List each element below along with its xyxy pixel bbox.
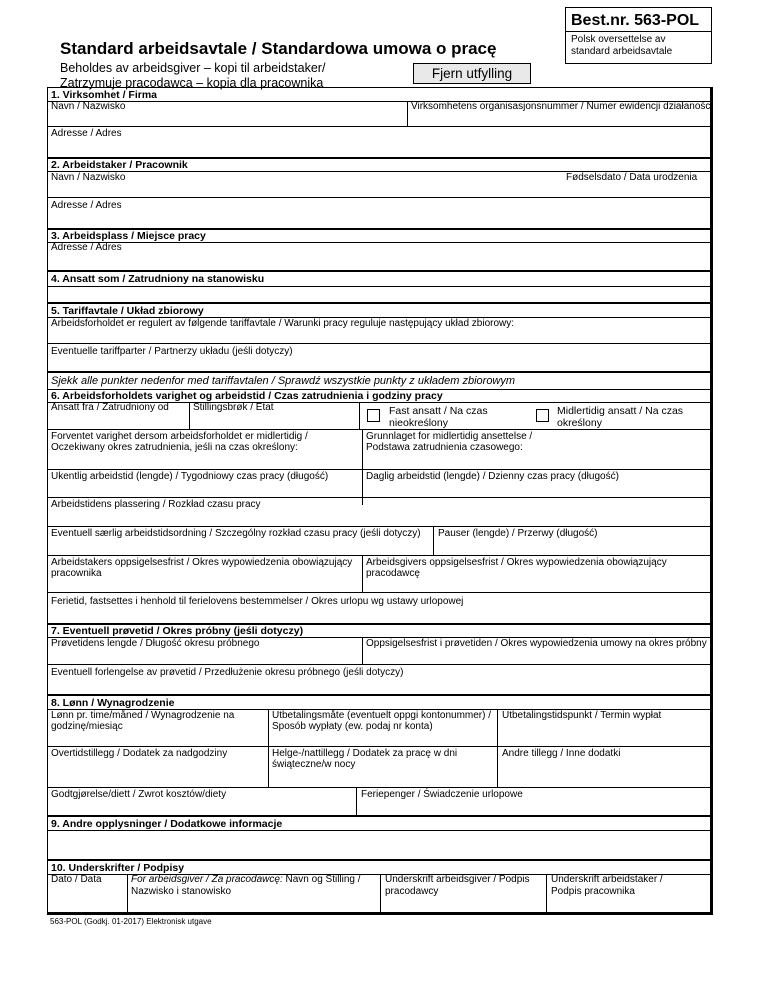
form-subtitle-2: Zatrzymuje pracodawca – kopia dla pracownika <box>60 76 324 90</box>
divider <box>189 402 190 429</box>
divider <box>127 874 128 915</box>
signature-date-label: Dato / Data <box>51 874 102 885</box>
form-subtitle-1: Beholdes av arbeidsgiver – kopi til arbeidstaker/ <box>60 61 326 75</box>
divider <box>47 469 711 470</box>
divider <box>362 637 363 664</box>
divider <box>47 555 711 556</box>
permanent-label-1: Fast ansatt / Na czas <box>389 405 488 417</box>
expected-duration-label-1: Forventet varighet dersom arbeidsforholdet er midlertidig / <box>51 431 308 442</box>
employer-representative-label-1 <box>131 874 361 886</box>
employee-notice-label-1: Arbeidstakers oppsigelsesfrist / Okres wypowiedzenia obowiązujący <box>51 557 353 568</box>
employer-representative-label-2: Nazwisko i stanowisko <box>131 886 232 897</box>
allowance-label: Godtgjørelse/diett / Zwrot kosztów/diety <box>51 789 227 800</box>
employer-for-rest: Navn og Stilling / <box>282 874 361 885</box>
holiday-night-label-2: świąteczne/w nocy <box>272 759 356 770</box>
special-arrangement-label: Eventuell særlig arbeidstidsordning / Szczególny rozkład czasu pracy (jeśli dotyczy) <box>51 528 421 539</box>
order-number-box <box>565 7 712 64</box>
divider <box>362 555 363 592</box>
divider <box>268 709 269 787</box>
expected-duration-label-2: Oczekiwany okres zatrudnienia, jeśli na czas określony: <box>51 442 298 453</box>
probation-extension-label: Eventuell forlengelse av prøvetid / Przedłużenie okresu próbnego (jeśli dotyczy) <box>51 667 404 678</box>
section-9-title: 9. Andre opplysninger / Dodatkowe informacje <box>51 818 283 830</box>
divider <box>407 101 408 126</box>
employer-signature-label-2: pracodawcy <box>385 886 439 897</box>
section-2-title: 2. Arbeidstaker / Pracownik <box>51 159 188 171</box>
divider <box>356 787 357 815</box>
employee-notice-label-2: pracownika <box>51 568 102 579</box>
divider <box>47 526 711 527</box>
permanent-label-2: nieokreślony <box>389 417 448 429</box>
start-date-label: Ansatt fra / Zatrudniony od <box>51 402 169 413</box>
divider <box>47 197 711 198</box>
temporary-label-1: Midlertidig ansatt / Na czas <box>557 405 684 417</box>
divider <box>47 343 711 344</box>
divider <box>47 242 711 243</box>
divider <box>47 859 711 861</box>
divider <box>47 371 711 373</box>
temporary-label-2: określony <box>557 417 602 429</box>
divider <box>47 664 711 665</box>
section-3-title: 3. Arbeidsplass / Miejsce pracy <box>51 230 206 242</box>
divider <box>546 874 547 915</box>
workplace-address-label: Adresse / Adres <box>51 242 122 253</box>
temporary-basis-label-1: Grunnlaget for midlertidig ansettelse / <box>366 431 533 442</box>
order-number: Best.nr. 563-POL <box>571 12 700 29</box>
form-footer: 563-POL (Godkj. 01-2017) Elektronisk utgave <box>50 917 212 926</box>
divider <box>359 402 360 429</box>
divider <box>47 815 711 817</box>
holiday-pay-label: Feriepenger / Świadczenie urlopowe <box>361 789 523 800</box>
permanent-checkbox[interactable] <box>367 409 380 422</box>
divider <box>47 286 711 287</box>
order-subtitle: Polsk oversettelse av standard arbeidsavtale <box>571 34 673 57</box>
wage-label-2: godzinę/miesiąc <box>51 721 123 732</box>
divider <box>47 694 711 696</box>
divider <box>47 126 711 127</box>
divider <box>47 429 711 430</box>
divider <box>47 746 711 747</box>
divider <box>47 787 711 788</box>
breaks-label: Pauser (lengde) / Przerwy (długość) <box>438 528 598 539</box>
employee-address-label: Adresse / Adres <box>51 200 122 211</box>
divider <box>433 526 434 555</box>
employee-name-label: Navn / Nazwisko <box>51 172 126 183</box>
section-5-title: 5. Tariffavtale / Układ zbiorowy <box>51 305 204 317</box>
payday-label: Utbetalingstidspunkt / Termin wypłat <box>502 710 662 721</box>
wage-label-1: Lønn pr. time/måned / Wynagrodzenie na <box>51 710 235 721</box>
company-address-label: Adresse / Adres <box>51 128 122 139</box>
remove-fill-button[interactable]: Fjern utfylling <box>413 63 531 84</box>
daily-hours-label: Daglig arbeidstid (lengde) / Dzienny czas pracy (długość) <box>366 471 619 482</box>
employee-signature-label-2: Podpis pracownika <box>551 886 635 897</box>
section-1-title: 1. Virksomhet / Firma <box>51 89 158 101</box>
divider <box>47 270 711 272</box>
other-allowances-label: Andre tillegg / Inne dodatki <box>502 748 621 759</box>
section-7-title: 7. Eventuell prøvetid / Okres próbny (jeśli dotyczy) <box>51 625 304 637</box>
divider <box>497 709 498 787</box>
employee-signature-label-1: Underskrift arbeidstaker / <box>551 874 663 885</box>
tariff-parties-label: Eventuelle tariffparter / Partnerzy układu (jeśli dotyczy) <box>51 346 293 357</box>
tariff-notice: Sjekk alle punkter nedenfor med tariffavtalen / Sprawdź wszystkie punkty z układem zbiorowym <box>51 375 516 387</box>
temporary-checkbox[interactable] <box>536 409 549 422</box>
probation-notice-label: Oppsigelsesfrist i prøvetiden / Okres wypowiedzenia umowy na okres próbny <box>366 638 707 649</box>
employer-for-italic: For arbeidsgiver / Za pracodawcę: <box>131 874 283 885</box>
overtime-label: Overtidstillegg / Dodatek za nadgodziny <box>51 748 228 759</box>
divider <box>47 497 711 498</box>
section-10-title: 10. Underskrifter / Podpisy <box>51 862 185 874</box>
divider <box>47 302 711 304</box>
section-4-title: 4. Ansatt som / Zatrudniony na stanowisku <box>51 273 265 285</box>
section-8-title: 8. Lønn / Wynagrodzenie <box>51 697 175 709</box>
divider <box>47 592 711 593</box>
temporary-basis-label-2: Podstawa zatrudnienia czasowego: <box>366 442 523 453</box>
section-6-title: 6. Arbeidsforholdets varighet og arbeidstid / Czas zatrudnienia i godziny pracy <box>51 390 443 402</box>
holiday-period-label: Ferietid, fastsettes i henhold til ferielovens bestemmelser / Okres urlopu wg ustawy urlopowej <box>51 596 464 607</box>
employer-signature-label-1: Underskrift arbeidsgiver / Podpis <box>385 874 530 885</box>
company-name-label: Navn / Nazwisko <box>51 101 126 112</box>
probation-length-label: Prøvetidens lengde / Długość okresu próbnego <box>51 638 260 649</box>
hours-placement-label: Arbeidstidens plassering / Rozkład czasu pracy <box>51 499 261 510</box>
holiday-night-label-1: Helge-/nattillegg / Dodatek za pracę w dni <box>272 748 458 759</box>
position-percent-label: Stillingsbrøk / Etat <box>193 402 274 413</box>
divider <box>380 874 381 915</box>
org-number-label: Virksomhetens organisasjonsnummer / Numer ewidencji działaności <box>411 101 713 112</box>
order-number-divider <box>565 31 712 32</box>
tariff-agreement-label: Arbeidsforholdet er regulert av følgende tariffavtale / Warunki pracy reguluje następujący układ zbiorowy: <box>51 318 515 329</box>
employer-notice-label-1: Arbeidsgivers oppsigelsesfrist / Okres wypowiedzenia obowiązujący <box>366 557 667 568</box>
divider <box>47 830 711 831</box>
payment-method-label-2: Sposób wypłaty (ew. podaj nr konta) <box>272 721 433 732</box>
payment-method-label-1: Utbetalingsmåte (eventuelt oppgi kontonummer) / <box>272 710 492 721</box>
employer-notice-label-2: pracodawcę <box>366 568 420 579</box>
weekly-hours-label: Ukentlig arbeidstid (lengde) / Tygodniowy czas pracy (długość) <box>51 471 329 482</box>
form-title: Standard arbeidsavtale / Standardowa umowa o pracę <box>60 39 497 58</box>
birth-date-label: Fødselsdato / Data urodzenia <box>566 172 698 183</box>
divider <box>362 429 363 505</box>
